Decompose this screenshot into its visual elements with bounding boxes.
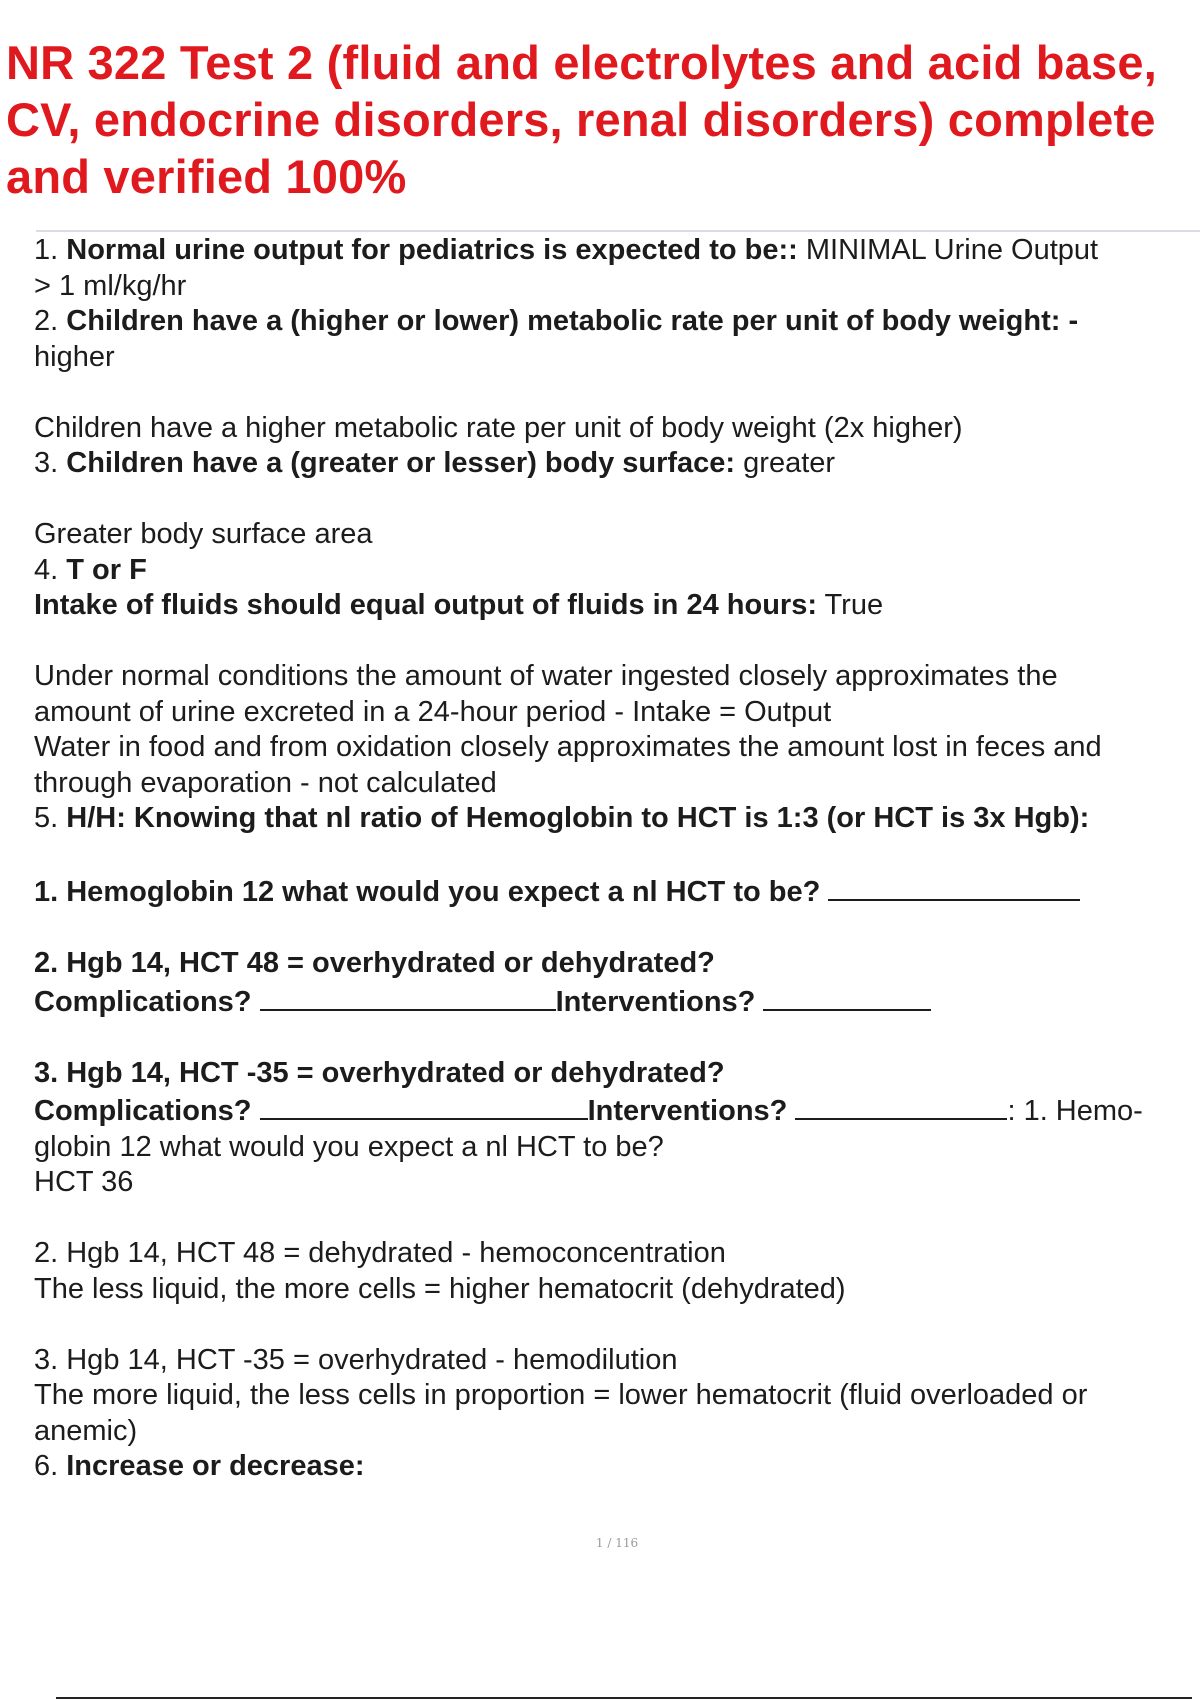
question-1	[34, 233, 1200, 269]
question-text: Children have a (higher or lower) metabolic rate per unit of body weight: -	[66, 305, 1079, 337]
sub-question-3-prompts	[34, 1091, 1200, 1130]
explanation-text: Children have a higher metabolic rate per unit of body weight (2x higher)	[34, 411, 963, 444]
question-number: 6.	[34, 1450, 59, 1482]
spacer	[34, 1020, 1200, 1056]
answer-text: greater	[743, 447, 836, 479]
answer-text: The less liquid, the more cells = higher hematocrit (dehydrated)	[34, 1272, 846, 1305]
explanation-text: Water in food and from oxidation closely approximates the amount lost in feces and	[34, 731, 1102, 763]
question-text: 3. Hgb 14, HCT -35 = overhydrated or dehydrated?	[34, 1056, 725, 1089]
answer-blank	[260, 1091, 588, 1120]
question-2	[34, 304, 1200, 340]
sub-question-2-prompts	[34, 982, 1200, 1021]
question-text: Increase or decrease:	[66, 1450, 365, 1482]
question-6	[34, 1449, 1200, 1485]
question-text: Children have a (greater or lesser) body surface:	[66, 447, 736, 479]
question-number: 4.	[34, 553, 59, 586]
spacer	[34, 1201, 1200, 1237]
answer-text: 2. Hgb 14, HCT 48 = dehydrated - hemoconcentration	[34, 1237, 726, 1269]
interventions-label: Interventions?	[587, 1095, 788, 1127]
answer-text: MINIMAL Urine Output	[805, 234, 1099, 266]
answer-text: higher	[34, 340, 115, 373]
question-text: 1. Hemoglobin 12 what would you expect a nl HCT to be?	[34, 876, 821, 908]
answer-text: anemic)	[34, 1414, 138, 1447]
sub-question-2	[34, 946, 1200, 982]
answer-text: HCT 36	[34, 1166, 134, 1198]
answer-blank	[795, 1091, 1007, 1120]
question-3	[34, 446, 1200, 482]
answer-text: The more liquid, the less cells in proportion = lower hematocrit (fluid overloaded or	[34, 1379, 1088, 1411]
interventions-label: Interventions?	[555, 985, 756, 1018]
explanation-text: Under normal conditions the amount of water ingested closely approximates the	[34, 660, 1058, 692]
answer-text: > 1 ml/kg/hr	[34, 269, 187, 302]
answer-text: 3. Hgb 14, HCT -35 = overhydrated - hemodilution	[34, 1343, 678, 1376]
answer-text: globin 12 what would you expect a nl HCT to be?	[34, 1130, 664, 1163]
answer-blank	[763, 982, 931, 1011]
question-text: Normal urine output for pediatrics is expected to be::	[66, 234, 798, 266]
question-number: 3.	[34, 447, 59, 479]
spacer	[34, 837, 1200, 873]
question-4-line-2	[34, 588, 1200, 624]
question-number: 2.	[34, 305, 59, 337]
complications-label: Complications?	[34, 1095, 252, 1127]
question-text: 2. Hgb 14, HCT 48 = overhydrated or dehydrated?	[34, 947, 715, 979]
answer-text: : 1. Hemo-	[1007, 1095, 1143, 1127]
complications-label: Complications?	[34, 985, 252, 1018]
spacer	[34, 1307, 1200, 1343]
question-list	[34, 233, 1200, 1485]
question-text: T or F	[66, 553, 147, 586]
question-number: 5.	[34, 802, 59, 834]
page-number: 1 / 116	[595, 1536, 639, 1550]
document-title: NR 322 Test 2 (fluid and electrolytes and acid base, CV, endocrine disorders, renal disorders) complete and verified 100%	[6, 36, 1157, 203]
explanation-text: through evaporation - not calculated	[34, 766, 497, 799]
sub-question-3	[34, 1056, 1200, 1092]
title-divider	[36, 230, 1200, 232]
question-number: 1.	[34, 234, 59, 266]
spacer	[34, 482, 1200, 518]
spacer	[34, 375, 1200, 411]
explanation-text: amount of urine excreted in a 24-hour period - Intake = Output	[34, 695, 832, 728]
spacer	[34, 911, 1200, 947]
answer-blank	[828, 872, 1080, 901]
question-text: H/H: Knowing that nl ratio of Hemoglobin to HCT is 1:3 (or HCT is 3x Hgb):	[66, 802, 1090, 834]
question-5	[34, 801, 1200, 837]
sub-question-1	[34, 872, 1200, 911]
explanation-text: Greater body surface area	[34, 518, 373, 550]
spacer	[34, 624, 1200, 660]
answer-text: True	[824, 589, 884, 621]
question-text: Intake of fluids should equal output of fluids in 24 hours:	[34, 589, 817, 621]
answer-blank	[260, 982, 556, 1011]
question-4	[34, 553, 1200, 589]
page-bottom-rule	[56, 1697, 1192, 1699]
